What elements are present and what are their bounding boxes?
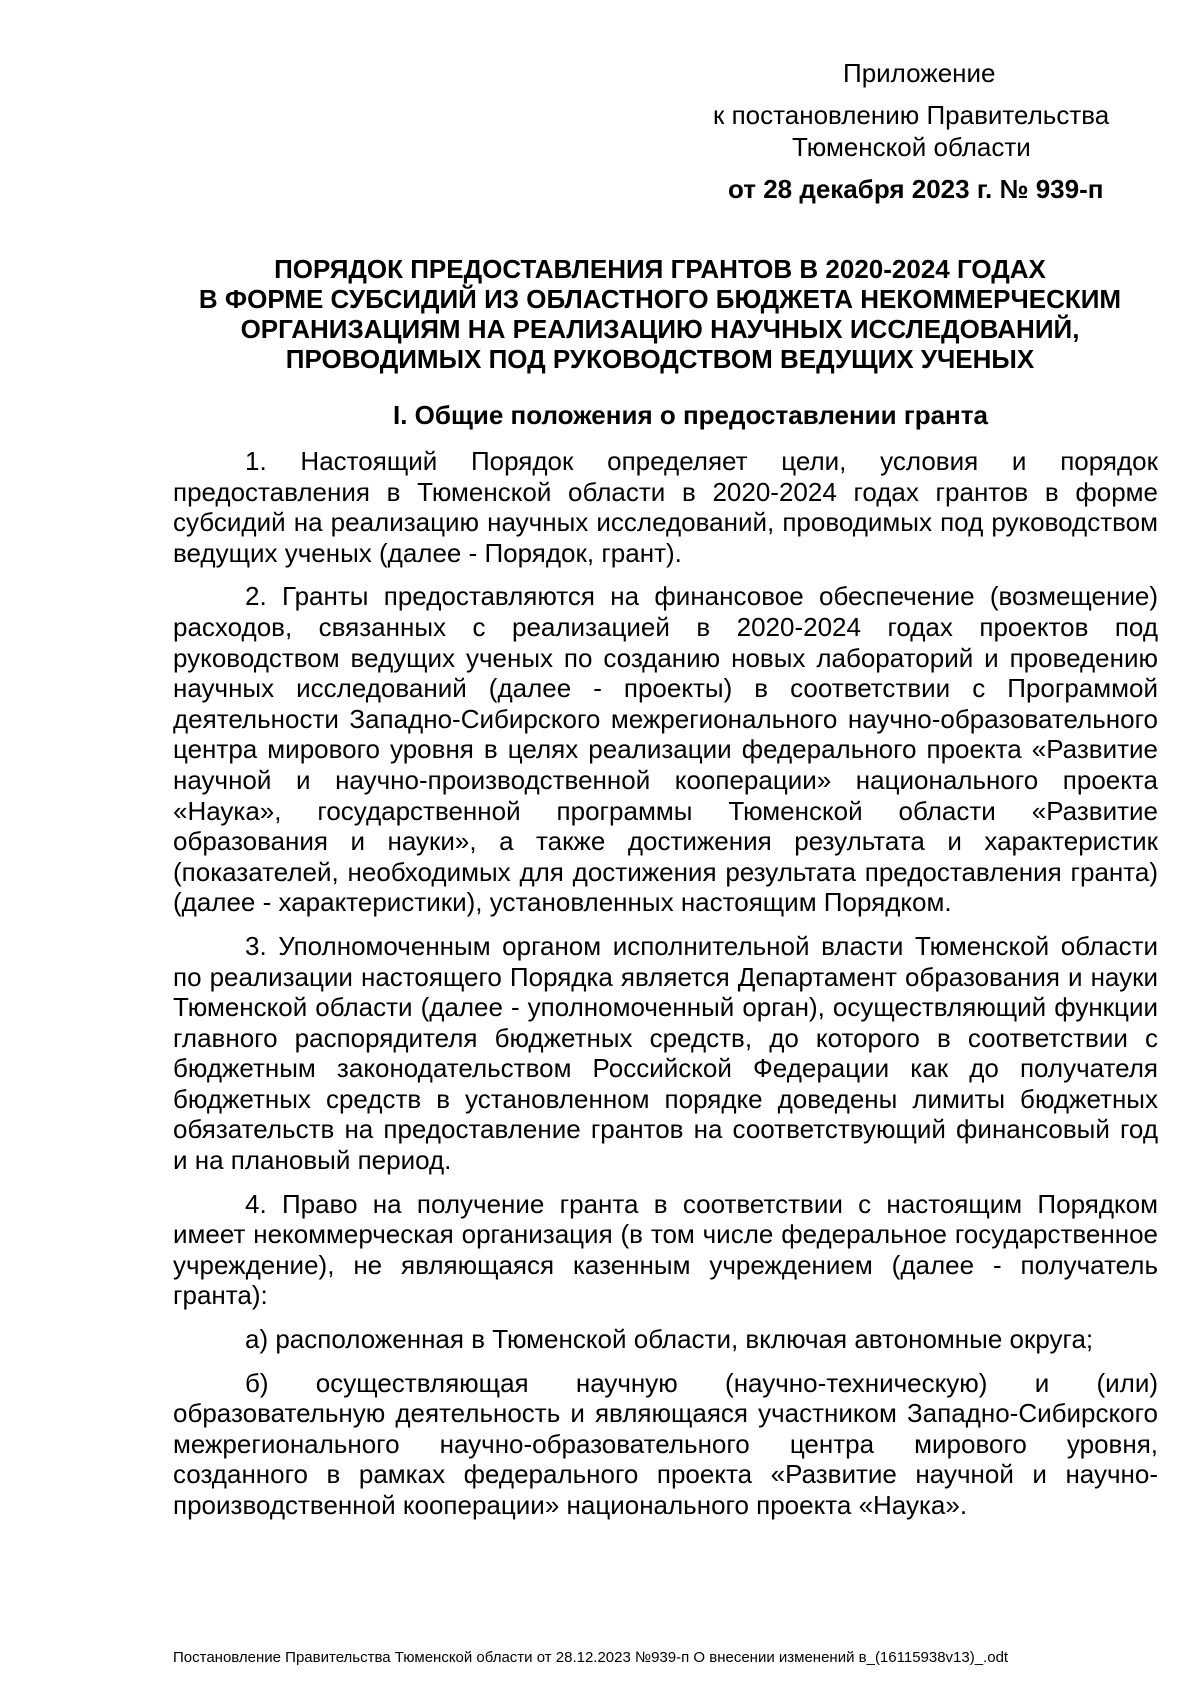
title-line: ОРГАНИЗАЦИЯМ НА РЕАЛИЗАЦИЮ НАУЧНЫХ ИССЛЕДОВАНИЙ, (240, 314, 1080, 344)
section-heading: I. Общие положения о предоставлении гранта (393, 400, 988, 430)
region-name: Тюменской области (792, 132, 1031, 162)
paragraph-4a: а) расположенная в Тюменской области, включая автономные округа; (245, 1324, 1094, 1355)
page-footer: Постановление Правительства Тюменской области от 28.12.2023 №939-п О внесении изменений в_(16115938v13)_.odt (173, 1649, 1009, 1666)
title-line: В ФОРМЕ СУБСИДИЙ ИЗ ОБЛАСТНОГО БЮДЖЕТА НЕКОММЕРЧЕСКИМ (198, 284, 1122, 314)
paragraph-2: 2. Гранты предоставляются на финансовое обеспечение (возмещение) расходов, связанных с реализацией в 2020-2024 годах проектов под руководством ведущих ученых по созданию новых лабораторий и проведению научных исследований (далее - проекты) в соответствии с Программой деятельности Западно-Сибирского межрегионального научно-образовательного центра мирового уровня в целях реализации федерального проекта «Развитие научной и научно-производственной кооперации» национального проекта «Наука», государственной программы Тюменской области «Развитие образования и науки», а также достижения результата и характеристик (показателей, необходимых для достижения результата предоставления гранта) (далее - характеристики), установленных настоящим Порядком. (173, 581, 1158, 918)
title-line: ПОРЯДОК ПРЕДОСТАВЛЕНИЯ ГРАНТОВ В 2020-2024 ГОДАХ (274, 254, 1046, 284)
resolution-date-number: от 28 декабря 2023 г. № 939-п (728, 174, 1104, 204)
appendix-label: Приложение (843, 58, 996, 88)
resolution-reference: к постановлению Правительства (713, 100, 1110, 130)
document-body (173, 446, 1158, 1534)
paragraph-4b: б) осуществляющая научную (научно-техническую) и (или) образовательную деятельность и являющаяся участником Западно-Сибирского межрегионального научно-образовательного центра мирового уровня, созданного в рамках федерального проекта «Развитие научной и научно-производственной кооперации» национального проекта «Наука». (173, 1367, 1158, 1520)
document-title (160, 254, 1160, 374)
paragraph-1: 1. Настоящий Порядок определяет цели, условия и порядок предоставления в Тюменской области в 2020-2024 годах грантов в форме субсидий на реализацию научных исследований, проводимых под руководством ведущих ученых (далее - Порядок, грант). (173, 446, 1158, 568)
paragraph-3: 3. Уполномоченным органом исполнительной власти Тюменской области по реализации настоящего Порядка является Департамент образования и науки Тюменской области (далее - уполномоченный орган), осуществляющий функции главного распорядителя бюджетных средств, до которого в соответствии с бюджетным законодательством Российской Федерации как до получателя бюджетных средств в установленном порядке доведены лимиты бюджетных обязательств на предоставление грантов на соответствующий финансовый год и на плановый период. (173, 930, 1158, 1176)
paragraph-4: 4. Право на получение гранта в соответствии с настоящим Порядком имеет некоммерческая организация (в том числе федеральное государственное учреждение), не являющаяся казенным учреждением (далее - получатель гранта): (173, 1188, 1158, 1311)
title-line: ПРОВОДИМЫХ ПОД РУКОВОДСТВОМ ВЕДУЩИХ УЧЕНЫХ (285, 344, 1035, 374)
